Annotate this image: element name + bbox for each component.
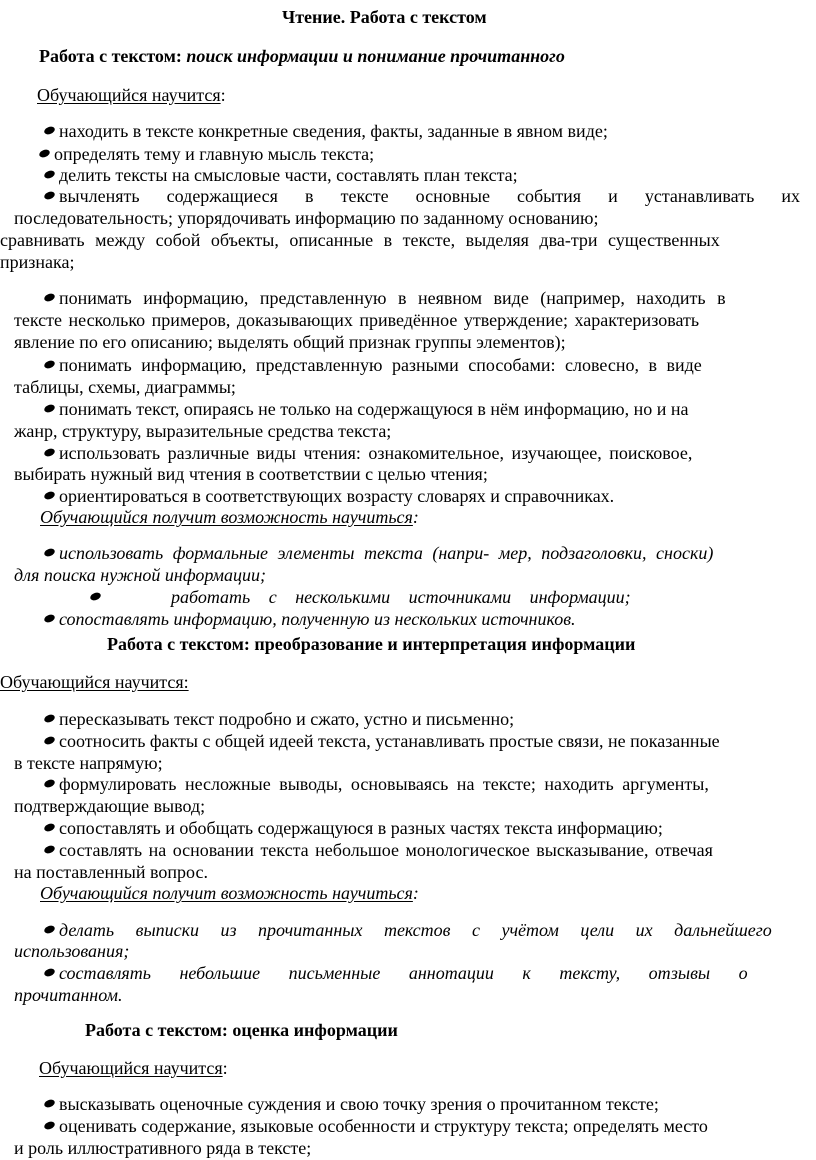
bullet-icon — [43, 778, 56, 789]
list-item — [44, 164, 518, 187]
bullet-icon — [43, 924, 56, 935]
list-item — [44, 354, 702, 377]
bullet-icon — [43, 822, 56, 833]
list-item-text: пересказывать текст подробно и сжато, устно и письменно; — [59, 709, 515, 729]
opportunity-label-colon: : — [412, 507, 419, 527]
bullet-icon — [89, 591, 102, 602]
bullet-icon — [43, 547, 56, 558]
list-item-text: определять тему и главную мысль текста; — [54, 144, 375, 164]
learns-label-colon: : — [222, 1058, 228, 1078]
bullet-icon — [43, 735, 56, 746]
bullet-icon — [43, 190, 56, 201]
bullet-icon — [43, 490, 56, 501]
section1-heading-italic: поиск информации и понимание прочитанного — [186, 46, 565, 66]
section1-learns-label — [37, 84, 226, 107]
learns-label-text: Обучающийся научится — [37, 85, 221, 105]
section3-learns-label — [39, 1057, 228, 1080]
page-title: Чтение. Работа с текстом — [282, 7, 487, 27]
bullet-icon — [43, 1098, 56, 1109]
list-item-text: вычленять содержащиеся в тексте основные события и устанавливать их — [59, 186, 800, 206]
learns-label-colon: : — [220, 85, 226, 105]
section1-opportunity-label — [40, 506, 419, 529]
list-item-text: использовать формальные элементы текста (напри- мер, подзаголовки, сноски) — [59, 543, 714, 563]
list-item-text: оценивать содержание, языковые особенности и структуру текста; определять место — [59, 1116, 708, 1136]
list-item-text: работать с несколькими источниками информации; — [171, 587, 631, 607]
bullet-icon — [43, 613, 56, 624]
list-item-text: понимать информацию, представленную в неявном виде (например, находить в — [59, 288, 726, 308]
list-item-continuation: тексте несколько примеров, доказывающих приведённое утверждение; характеризовать — [14, 310, 700, 330]
list-item — [44, 542, 713, 565]
opportunity-label-text: Обучающийся получит возможность научиться — [40, 883, 413, 903]
section2-learns-label: Обучающийся научится: — [0, 672, 189, 692]
section1-heading-bold: Работа с текстом: — [39, 46, 182, 66]
list-item-text: сопоставлять и обобщать содержащуюся в разных частях текста информацию; — [59, 818, 663, 838]
list-item-continuation: выбирать нужный вид чтения в соответствии с целью чтения; — [14, 464, 488, 484]
section2-opportunity-label — [40, 882, 419, 905]
list-item-text: понимать текст, опираясь не только на содержащуюся в нём информацию, но и на — [59, 399, 689, 419]
list-item — [44, 817, 663, 840]
list-item-continuation: для поиска нужной информации; — [14, 565, 266, 585]
list-item-continuation: в тексте напрямую; — [14, 753, 163, 773]
list-item — [44, 962, 748, 985]
paragraph: сравнивать между собой объекты, описанные в тексте, выделяя два-три существенных — [0, 230, 720, 250]
list-item — [39, 143, 374, 166]
list-item — [90, 586, 631, 609]
opportunity-label-text: Обучающийся получит возможность научиться — [40, 507, 413, 527]
section3-heading: Работа с текстом: оценка информации — [85, 1020, 398, 1040]
list-item — [44, 708, 514, 731]
list-item-text: составлять небольшие письменные аннотации к тексту, отзывы о — [59, 963, 748, 983]
opportunity-label-colon: : — [412, 883, 419, 903]
bullet-icon — [43, 292, 56, 303]
bullet-icon — [43, 713, 56, 724]
list-item-text: составлять на основании текста небольшое монологическое высказывание, отвечая — [59, 840, 713, 860]
list-item-continuation: на поставленный вопрос. — [14, 862, 208, 882]
list-item-text: находить в тексте конкретные сведения, факты, заданные в явном виде; — [59, 121, 608, 141]
list-item — [44, 919, 772, 942]
list-item — [44, 287, 726, 310]
list-item — [44, 442, 692, 465]
list-item-continuation: использования; — [14, 941, 130, 961]
list-item-continuation: и роль иллюстративного ряда в тексте; — [14, 1138, 312, 1158]
list-item — [44, 120, 608, 143]
list-item — [44, 485, 614, 508]
paragraph-continuation: признака; — [0, 252, 75, 272]
list-item — [44, 398, 688, 421]
bullet-icon — [43, 447, 56, 458]
bullet-icon — [38, 148, 51, 159]
list-item-text: высказывать оценочные суждения и свою точку зрения о прочитанном тексте; — [59, 1094, 659, 1114]
list-item-text: сопоставлять информацию, полученную из нескольких источников. — [59, 609, 576, 629]
list-item-continuation: явление по его описанию; выделять общий признак группы элементов); — [14, 332, 566, 352]
bullet-icon — [43, 967, 56, 978]
list-item-text: использовать различные виды чтения: ознакомительное, изучающее, поисковое, — [59, 443, 693, 463]
bullet-icon — [43, 125, 56, 136]
section2-heading: Работа с текстом: преобразование и интерпретация информации — [107, 634, 636, 654]
list-item-text: делить тексты на смысловые части, составлять план текста; — [59, 165, 518, 185]
list-item-continuation: таблицы, схемы, диаграммы; — [14, 377, 236, 397]
list-item — [44, 1115, 708, 1138]
list-item-continuation: подтверждающие вывод; — [14, 796, 206, 816]
list-item — [44, 1093, 659, 1116]
bullet-icon — [43, 359, 56, 370]
bullet-icon — [43, 403, 56, 414]
list-item-text: формулировать несложные выводы, основываясь на тексте; находить аргументы, — [59, 774, 709, 794]
list-item-text: соотносить факты с общей идеей текста, устанавливать простые связи, не показанные — [59, 731, 720, 751]
list-item — [44, 773, 709, 796]
list-item-continuation: прочитанном. — [14, 985, 123, 1005]
list-item — [44, 608, 576, 631]
bullet-icon — [43, 844, 56, 855]
learns-label-text: Обучающийся научится — [39, 1058, 223, 1078]
list-item-continuation: жанр, структуру, выразительные средства текста; — [14, 421, 392, 441]
list-item-text: ориентироваться в соответствующих возрасту словарях и справочниках. — [59, 486, 615, 506]
list-item-text: понимать информацию, представленную разными способами: словесно, в виде — [59, 355, 702, 375]
bullet-icon — [43, 1120, 56, 1131]
list-item-text: делать выписки из прочитанных текстов с учётом цели их дальнейшего — [59, 920, 772, 940]
list-item — [44, 839, 713, 862]
list-item — [44, 185, 800, 208]
bullet-icon — [43, 169, 56, 180]
list-item — [44, 730, 720, 753]
section1-heading — [39, 45, 565, 68]
list-item-continuation: последовательность; упорядочивать информацию по заданному основанию; — [14, 208, 599, 228]
